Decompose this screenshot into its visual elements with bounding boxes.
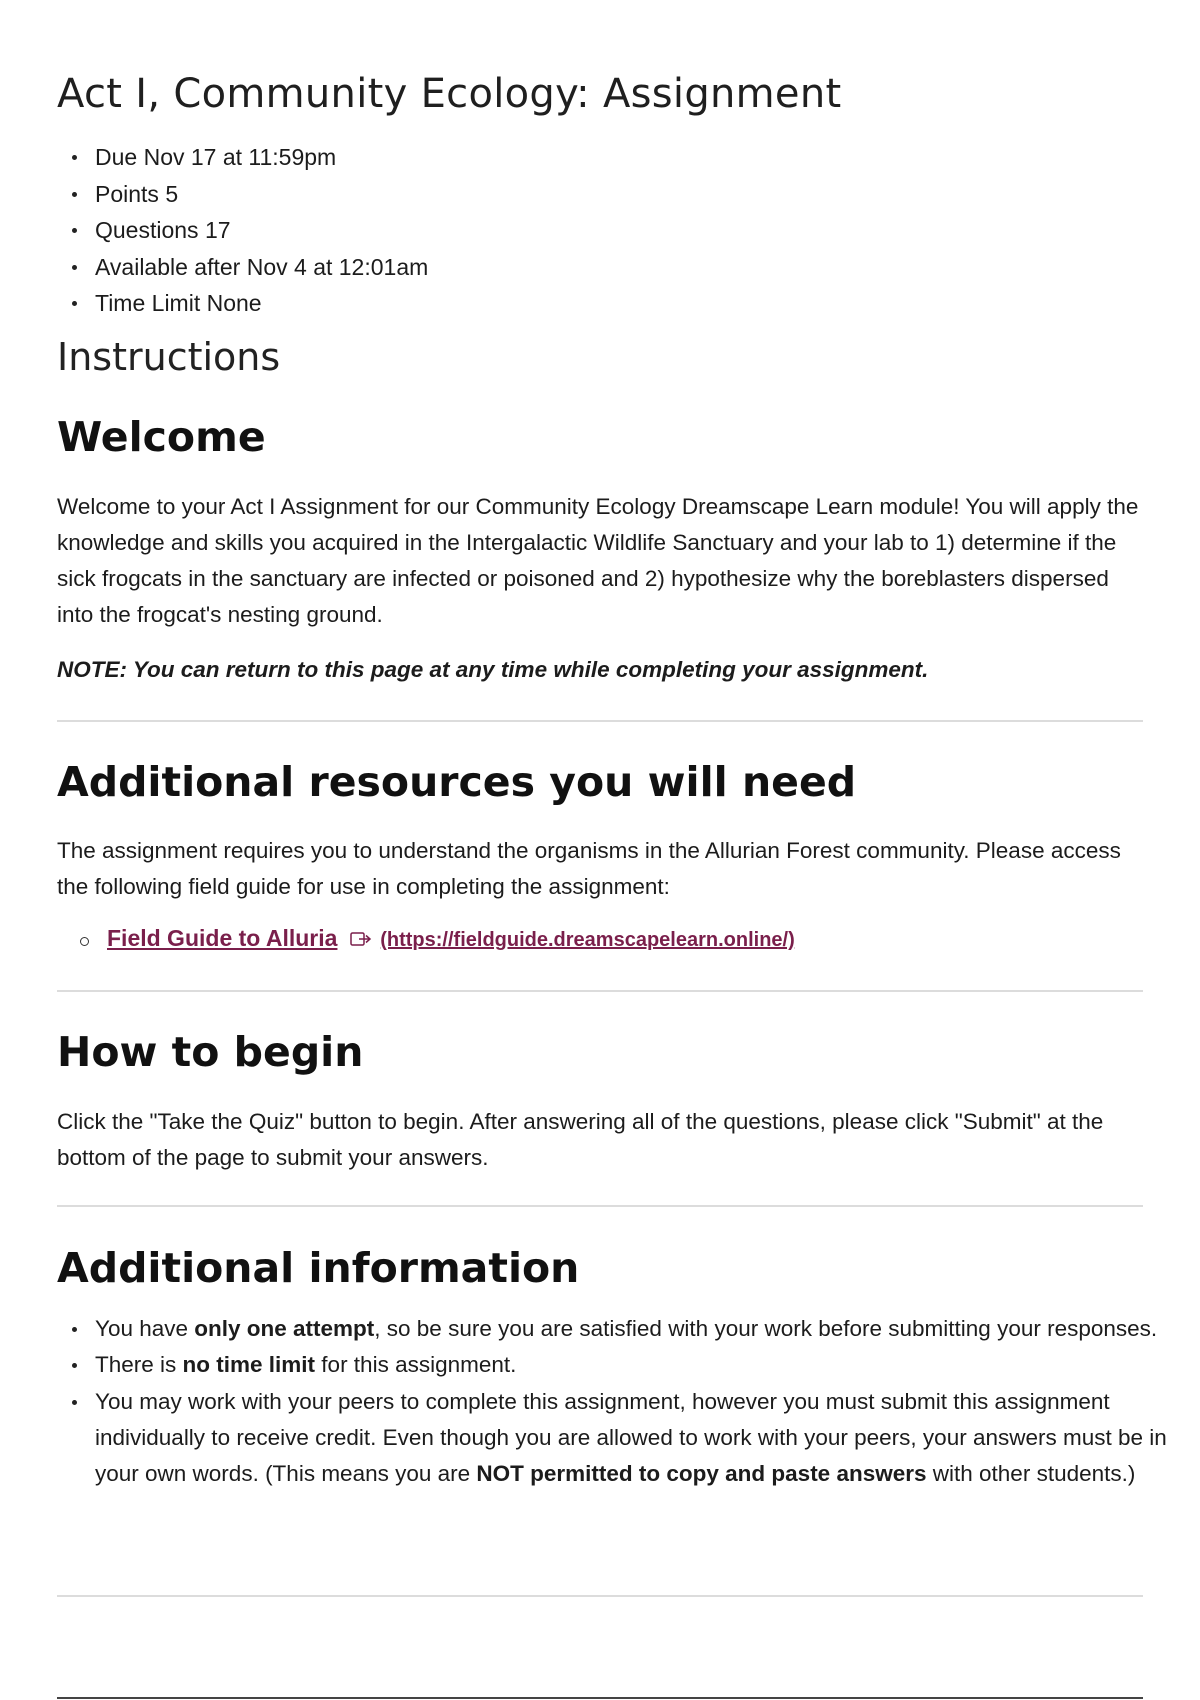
list-item: You have only one attempt, so be sure you are satisfied with your work before submitting your responses. [95, 1311, 1175, 1347]
points: Points 5 [95, 176, 428, 213]
page-title: Act I, Community Ecology: Assignment [57, 71, 842, 117]
divider [57, 1205, 1143, 1207]
note-text: NOTE: You can return to this page at any time while completing your assignment. [57, 657, 929, 682]
available-date: Available after Nov 4 at 12:01am [95, 249, 428, 286]
list-circle-bullet [80, 937, 89, 946]
assignment-details [57, 139, 428, 322]
list-item: You may work with your peers to complete this assignment, however you must submit this assignment individually to receive credit. Even though you are allowed to work with your peers, your answers must be in your own words. (This means you are NOT permitted to copy and paste answers with other students.) [95, 1384, 1175, 1493]
welcome-text: Welcome to your Act I Assignment for our Community Ecology Dreamscape Learn module! You will apply the knowledge and skills you acquired in the Intergalactic Wildlife Sanctuary and your lab to 1) determine if the sick frogcats in the sanctuary are infected or poisoned and 2) hypothesize why the boreblasters dispersed into the frogcat's nesting ground. [57, 494, 1139, 627]
time-limit: Time Limit None [95, 285, 428, 322]
divider [57, 1595, 1143, 1597]
field-guide-link[interactable]: Field Guide to Alluria [107, 925, 338, 951]
due-date: Due Nov 17 at 11:59pm [95, 139, 428, 176]
list-item: There is no time limit for this assignment. [95, 1347, 1175, 1383]
field-guide-url[interactable]: (https://fieldguide.dreamscapelearn.online/) [380, 929, 795, 951]
how-to-begin-heading: How to begin [57, 1028, 364, 1076]
divider [57, 720, 1143, 722]
page-bottom-rule [57, 1697, 1143, 1699]
additional-info-list [57, 1311, 1175, 1492]
how-to-begin-text: Click the "Take the Quiz" button to begin. After answering all of the questions, please click "Submit" at the bottom of the page to submit your answers. [57, 1109, 1104, 1170]
additional-info-heading: Additional information [57, 1244, 580, 1292]
divider [57, 990, 1143, 992]
resources-text: The assignment requires you to understand the organisms in the Allurian Forest community. Please access the following field guide for use in completing the assignment: [57, 838, 1121, 899]
resources-heading: Additional resources you will need [57, 758, 857, 806]
field-guide-item [107, 925, 795, 953]
welcome-heading: Welcome [57, 413, 266, 461]
external-link-icon[interactable] [350, 926, 372, 953]
instructions-heading: Instructions [57, 335, 281, 379]
question-count: Questions 17 [95, 212, 428, 249]
